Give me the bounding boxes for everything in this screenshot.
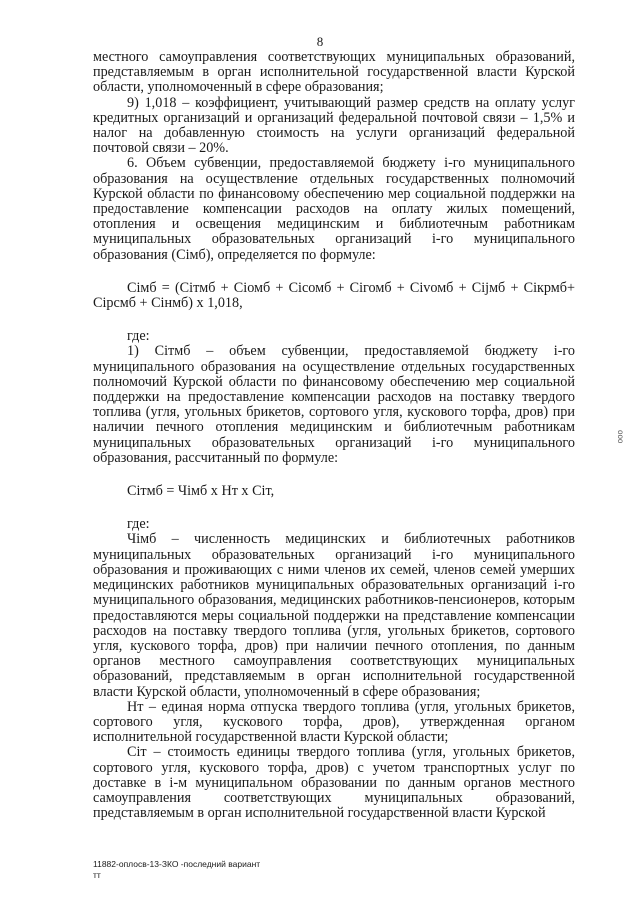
paragraph: Сiт – стоимость единицы твердого топлива (угля, угольных брикетов, сортового угля, кускового торфа, дров) с учетом транспортных услуг по доставке в i-м муниципальном образовании по данным органов местного самоуправления соответствующих муниципальных образований, представляемым в орган исполнительной государственной власти Курской (93, 744, 575, 822)
paragraph: 6. Объем субвенции, предоставляемой бюджету i-го муниципального образования на осуществление отдельных государственных полномочий Курской области по финансовому обеспечению мер социальной поддержки на предоставление компенсации расходов на оплату жилых помещений, отопления и освещения медицинским и библиотечным работникам муниципальных образовательных организаций i-го муниципального образования (Сiмб), определяется по формуле: (93, 155, 575, 263)
paragraph: 9) 1,018 – коэффициент, учитывающий размер средств на оплату услуг кредитных организаций и организаций федеральной почтовой связи – 1,5% и налог на добавленную стоимость на услуги организаций федеральной почтовой связи – 20%. (93, 94, 575, 157)
formula: Сiтмб = Чiмб х Нт х Сiт, (127, 483, 275, 500)
footer (93, 859, 260, 881)
document-body (93, 50, 575, 821)
paragraph: 1) Сiтмб – объем субвенции, предоставляемой бюджету i-го муниципального образования на осуществление отдельных государственных полномочий Курской области по финансовому обеспечению мер социальной поддержки на предоставление компенсации расходов на поставку твердого топлива (угля, угольных брикетов, сортового угля, кускового торфа, дров) при наличии печного отопления медицинским и библиотечным работникам муниципальных образовательных организаций i-го муниципального образования, рассчитанный по формуле: (93, 343, 575, 466)
side-mark: ооо (616, 430, 625, 444)
paragraph: местного самоуправления соответствующих муниципальных образований, представляемым в орган исполнительной государственной власти Курской области, уполномоченный в сфере образования; (93, 49, 575, 96)
page-number: 8 (316, 34, 324, 49)
paragraph: где: (127, 328, 150, 345)
formula: Сiмб = (Сiтмб + Сiомб + Сiсомб + Сiгомб + Сivомб + Сijмб + Сiкрмб+ Сiрсмб + Сiнмб) х 1,018, (93, 279, 575, 312)
paragraph: Нт – единая норма отпуска твердого топлива (угля, угольных брикетов, сортового угля, кускового торфа, дров), утвержденная органом исполнительной государственной власти Курской области; (93, 698, 575, 746)
paragraph: Чiмб – численность медицинских и библиотечных работников муниципальных образовательных организаций i-го муниципального образования и проживающих с ними членов их семей, членов семей умерших медицинских работников муниципальных образовательных организаций i-го муниципального образования, медицинских работников-пенсионеров, которым предоставляются меры социальной поддержки на представление компенсации расходов на поставку твердого топлива (угля, угольных брикетов, сортового угля, кускового торфа, дров) при наличии печного отопления, по данным органов местного самоуправления соответствующих муниципальных образований, представляемым в орган исполнительной государственной власти Курской области, уполномоченный в сфере образования; (93, 531, 575, 700)
paragraph: где: (127, 516, 150, 533)
footer-line: 11882-оплосв-13-ЗКО -последний вариант (93, 859, 261, 869)
footer-line: тт (93, 870, 101, 880)
